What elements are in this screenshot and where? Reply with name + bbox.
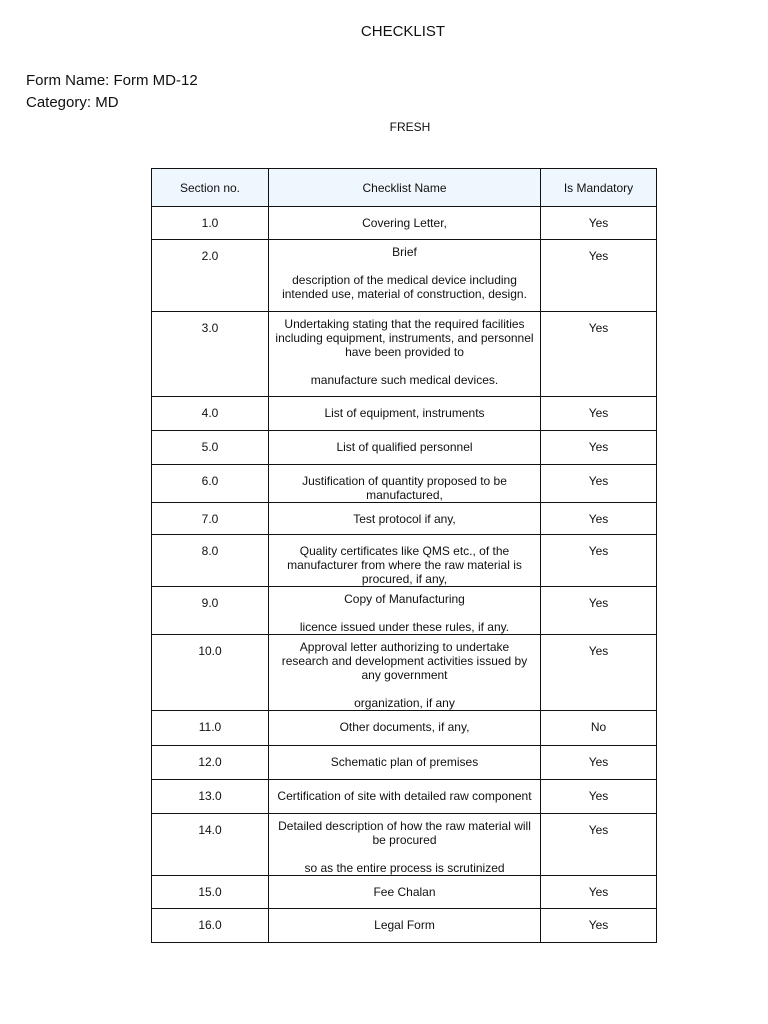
checklist-name-cell [269,780,541,814]
checklist-name-text: List of equipment, instruments [324,406,485,420]
table-row [152,876,657,909]
is-mandatory-cell: Yes [541,746,657,780]
header-is-mandatory: Is Mandatory [541,169,657,207]
section-no-cell: 7.0 [152,503,269,535]
section-no-cell: 11.0 [152,711,269,746]
table-row [152,240,657,312]
section-no-cell: 4.0 [152,397,269,431]
table-row [152,431,657,465]
checklist-name-text: Justification of quantity proposed to be manufactured, [302,474,507,502]
is-mandatory-cell: Yes [541,465,657,503]
checklist-name-text: Fee Chalan [373,885,436,899]
section-no-cell: 3.0 [152,312,269,397]
section-no-cell: 1.0 [152,207,269,240]
checklist-name-text: Covering Letter, [362,216,447,230]
checklist-name-cell [269,876,541,909]
table-row [152,397,657,431]
section-no-cell: 10.0 [152,635,269,711]
checklist-name-text: Schematic plan of premises [330,755,479,769]
checklist-name-text: Approval letter authorizing to undertake research and development activities issued by any government [281,640,528,682]
is-mandatory-cell: Yes [541,397,657,431]
section-no-cell: 8.0 [152,535,269,587]
section-no-cell: 14.0 [152,814,269,876]
is-mandatory-cell: Yes [541,207,657,240]
table-header-row [152,169,657,207]
table-row [152,503,657,535]
checklist-name-cell [269,240,541,312]
section-no-cell: 13.0 [152,780,269,814]
checklist-name-text: Detailed description of how the raw material will be procured [278,819,531,847]
is-mandatory-cell: Yes [541,587,657,635]
header-section-no: Section no. [152,169,269,207]
table-row [152,312,657,397]
checklist-name-text: so as the entire process is scrutinized [304,861,505,875]
is-mandatory-cell: Yes [541,240,657,312]
checklist-name-text: List of qualified personnel [336,440,473,454]
checklist-name-text: Brief [392,245,417,259]
section-no-cell: 5.0 [152,431,269,465]
checklist-name-cell [269,711,541,746]
section-no-cell: 2.0 [152,240,269,312]
header-checklist-name: Checklist Name [269,169,541,207]
table-row [152,746,657,780]
checklist-name-cell [269,746,541,780]
checklist-name-cell [269,465,541,503]
page-title: CHECKLIST [360,23,446,40]
checklist-name-cell [269,503,541,535]
is-mandatory-cell: Yes [541,535,657,587]
is-mandatory-cell: Yes [541,431,657,465]
checklist-name-text: Undertaking stating that the required facilities including equipment, instruments, and personnel have been provided to [275,317,534,359]
form-type: FRESH [389,120,431,134]
is-mandatory-cell: Yes [541,876,657,909]
checklist-name-cell [269,587,541,635]
checklist-name-text: Other documents, if any, [339,720,470,734]
is-mandatory-cell: Yes [541,635,657,711]
form-name: Form Name: Form MD-12 [26,72,198,89]
table-row [152,909,657,943]
checklist-name-text: manufacture such medical devices. [310,373,499,387]
table-row [152,207,657,240]
checklist-name-text: Certification of site with detailed raw component [277,789,532,803]
section-no-cell: 15.0 [152,876,269,909]
checklist-name-cell [269,635,541,711]
checklist-name-text: Legal Form [374,918,435,932]
checklist-name-cell [269,814,541,876]
checklist-name-cell [269,535,541,587]
checklist-name-text: organization, if any [354,696,455,710]
checklist-name-text: Copy of Manufacturing [344,592,465,606]
table-row [152,465,657,503]
checklist-name-cell [269,431,541,465]
is-mandatory-cell: Yes [541,312,657,397]
checklist-table [151,168,657,943]
checklist-name-text: licence issued under these rules, if any. [299,620,510,634]
checklist-name-text: Quality certificates like QMS etc., of the manufacturer from where the raw material is procured, if any, [287,544,522,586]
section-no-cell: 16.0 [152,909,269,943]
is-mandatory-cell: Yes [541,780,657,814]
form-category: Category: MD [26,94,119,111]
table-row [152,587,657,635]
checklist-name-cell [269,397,541,431]
table-row [152,711,657,746]
checklist-name-text: description of the medical device including intended use, material of construction, design. [282,273,527,301]
is-mandatory-cell: Yes [541,814,657,876]
section-no-cell: 6.0 [152,465,269,503]
is-mandatory-cell: Yes [541,909,657,943]
checklist-name-text: Test protocol if any, [353,512,456,526]
checklist-name-cell [269,207,541,240]
section-no-cell: 9.0 [152,587,269,635]
checklist-name-cell [269,312,541,397]
table-row [152,780,657,814]
section-no-cell: 12.0 [152,746,269,780]
table-row [152,814,657,876]
is-mandatory-cell: No [541,711,657,746]
table-row [152,535,657,587]
checklist-name-cell [269,909,541,943]
is-mandatory-cell: Yes [541,503,657,535]
table-row [152,635,657,711]
